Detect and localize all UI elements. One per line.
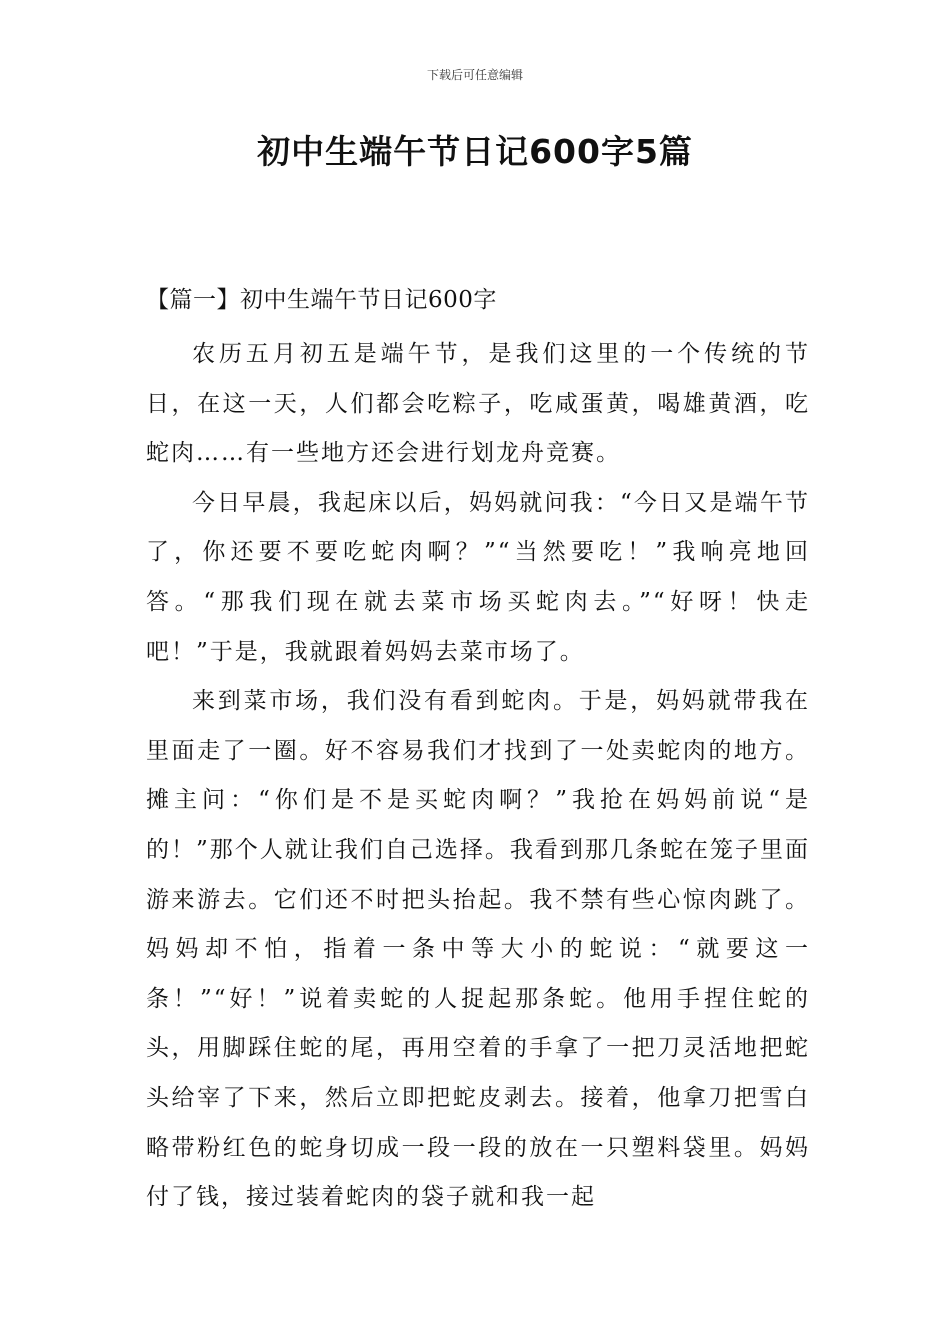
- paragraph-1: 农历五月初五是端午节，是我们这里的一个传统的节日，在这一天，人们都会吃粽子，吃咸蛋黄，喝雄黄酒，吃蛇肉……有一些地方还会进行划龙舟竞赛。: [146, 341, 810, 467]
- paragraph-2: 今日早晨，我起床以后，妈妈就问我：“今日又是端午节了，你还要不要吃蛇肉啊？”“当然要吃！”我响亮地回答。“那我们现在就去菜市场买蛇肉去。”“好呀！快走吧！”于是，我就跟着妈妈去菜市场了。: [146, 489, 810, 665]
- paragraph-3: 来到菜市场，我们没有看到蛇肉。于是，妈妈就带我在里面走了一圈。好不容易我们才找到了一处卖蛇肉的地方。摊主问：“你们是不是买蛇肉啊？”我抢在妈妈前说“是的！”那个人就让我们自己选择。我看到那几条蛇在笼子里面游来游去。它们还不时把头抬起。我不禁有些心惊肉跳了。妈妈却不怕，指着一条中等大小的蛇说：“就要这一条！”“好！”说着卖蛇的人捉起那条蛇。他用手捏住蛇的头，用脚踩住蛇的尾，再用空着的手拿了一把刀灵活地把蛇头给宰了下来，然后立即把蛇皮剥去。接着，他拿刀把雪白略带粉红色的蛇身切成一段一段的放在一只塑料袋里。妈妈付了钱，接过装着蛇肉的袋子就和我一起: [146, 688, 810, 1211]
- section-heading: 【篇一】初中生端午节日记600字: [146, 287, 497, 313]
- document-body: [146, 280, 810, 1223]
- section-body: [146, 330, 810, 1223]
- header-note: 下载后可任意编辑: [426, 68, 523, 82]
- document-title: 初中生端午节日记600字5篇: [257, 132, 693, 171]
